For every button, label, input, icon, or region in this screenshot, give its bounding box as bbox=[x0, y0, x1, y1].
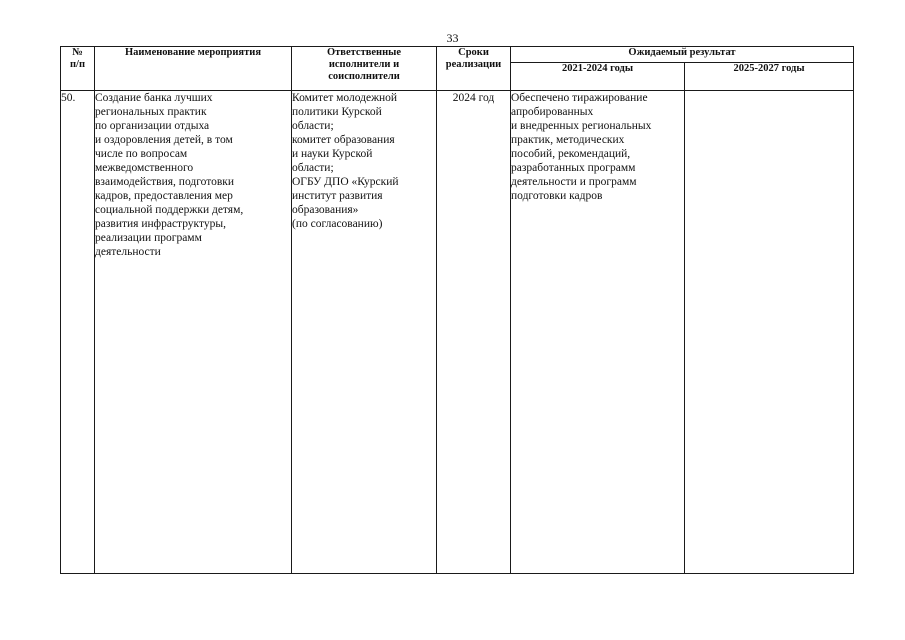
event-line: взаимодействия, подготовки bbox=[95, 176, 235, 188]
responsible-line: области; bbox=[292, 120, 334, 132]
header-event-name: Наименование мероприятия bbox=[95, 47, 292, 91]
responsible-line: ОГБУ ДПО «Курский bbox=[292, 176, 399, 188]
responsible-line: политики Курской bbox=[292, 106, 382, 118]
events-table bbox=[60, 46, 854, 574]
header-responsible: Ответственные исполнители и соисполнители bbox=[292, 47, 437, 91]
result-line: Обеспечено тиражирование bbox=[511, 92, 648, 104]
term-cell: 2024 год bbox=[437, 91, 511, 574]
responsible-line: образования» bbox=[292, 204, 359, 216]
header-expected-result: Ожидаемый результат bbox=[511, 47, 854, 63]
event-line: по организации отдыха bbox=[95, 120, 210, 132]
page-number: 33 bbox=[446, 31, 459, 45]
result-line: подготовки кадров bbox=[511, 190, 603, 202]
header-period-2021-2024: 2021-2024 годы bbox=[511, 63, 685, 91]
responsible-cell bbox=[292, 91, 437, 574]
result-2025-2027-cell bbox=[685, 91, 854, 574]
responsible-line: комитет образования bbox=[292, 134, 395, 146]
event-line: социальной поддержки детям, bbox=[95, 204, 244, 216]
event-line: кадров, предоставления мер bbox=[95, 190, 233, 202]
event-line: и оздоровления детей, в том bbox=[95, 134, 233, 146]
result-line: и внедренных региональных bbox=[511, 120, 652, 132]
event-line: развития инфраструктуры, bbox=[95, 218, 226, 230]
event-line: реализации программ bbox=[95, 232, 202, 244]
responsible-line: институт развития bbox=[292, 190, 383, 202]
result-line: разработанных программ bbox=[511, 162, 636, 174]
event-line: межведомственного bbox=[95, 162, 194, 174]
header-period-2025-2027: 2025-2027 годы bbox=[685, 63, 854, 91]
table-row bbox=[61, 91, 854, 574]
result-2021-2024-cell bbox=[511, 91, 685, 574]
result-line: практик, методических bbox=[511, 134, 625, 146]
header-term: Сроки реализации bbox=[437, 47, 511, 91]
result-line: пособий, рекомендаций, bbox=[511, 148, 631, 160]
responsible-line: и науки Курской bbox=[292, 148, 373, 160]
responsible-line: (по согласованию) bbox=[292, 218, 383, 230]
table-header-row bbox=[61, 47, 854, 63]
responsible-line: Комитет молодежной bbox=[292, 92, 398, 104]
event-name-cell bbox=[95, 91, 292, 574]
result-line: деятельности и программ bbox=[511, 176, 637, 188]
event-line: Создание банка лучших bbox=[95, 92, 213, 104]
result-line: апробированных bbox=[511, 106, 594, 118]
responsible-line: области; bbox=[292, 162, 334, 174]
event-line: региональных практик bbox=[95, 106, 207, 118]
event-line: деятельности bbox=[95, 246, 161, 258]
header-number: № п/п bbox=[61, 47, 95, 91]
event-line: числе по вопросам bbox=[95, 148, 188, 160]
row-number: 50. bbox=[61, 91, 95, 574]
